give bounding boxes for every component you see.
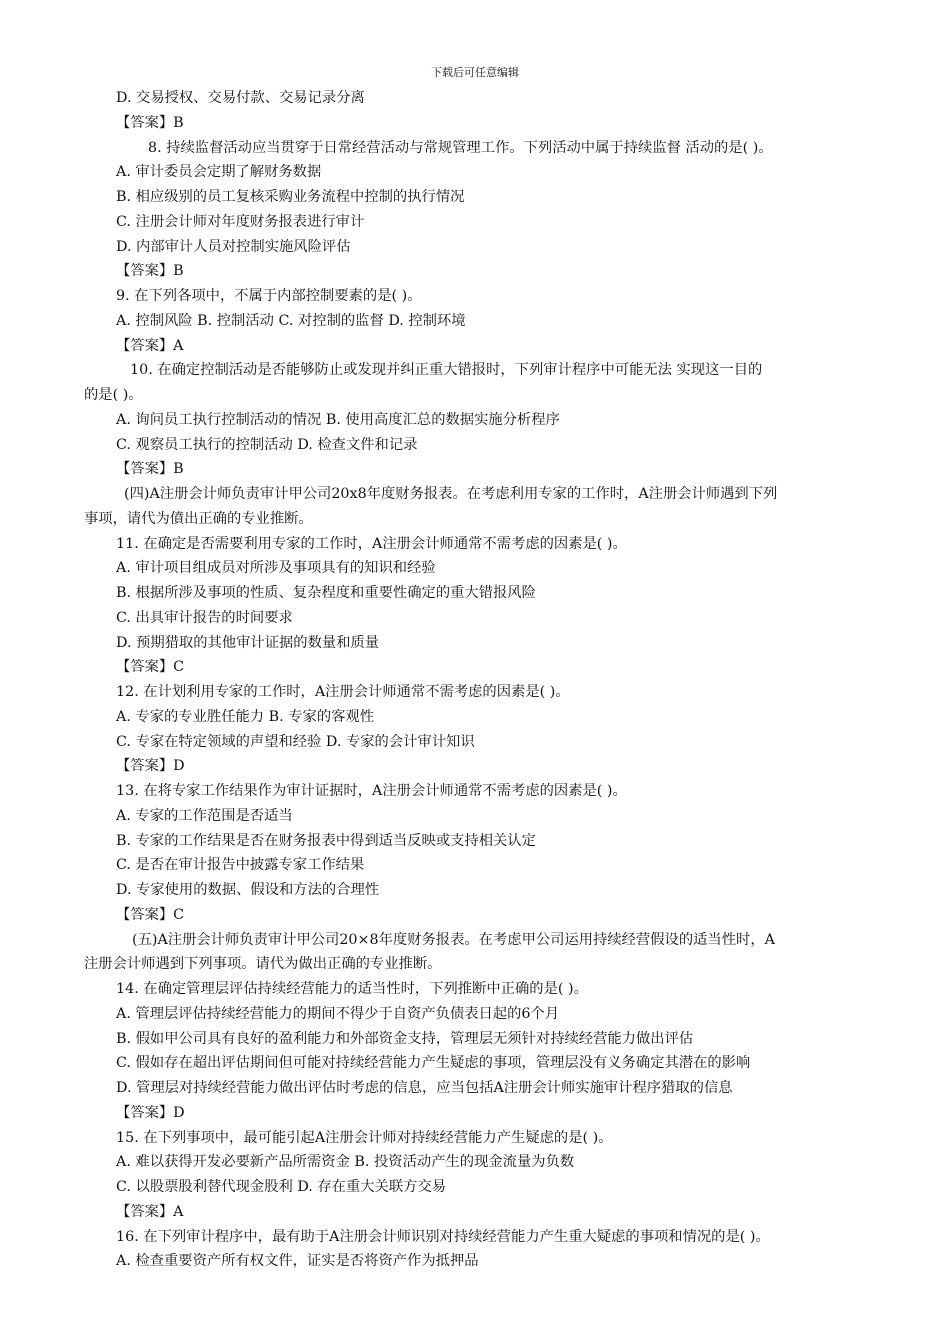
option-line: A. 审计委员会定期了解财务数据 [116, 164, 322, 181]
option-line: C. 以股票股利替代现金股利 D. 存在重大关联方交易 [116, 1179, 447, 1195]
option-line: D. 内部审计人员对控制实施风险评估 [116, 238, 351, 255]
question-line: 10. 在确定控制活动是否能够防止或发现并纠正重大错报时，下列审计程序中可能无法 实现这一目的 [130, 362, 763, 379]
option-line: A. 检查重要资产所有权文件，证实是否将资产作为抵押品 [116, 1253, 479, 1270]
option-line: B. 假如甲公司具有良好的盈利能力和外部资金支持，管理层无须针对持续经营能力做出评估 [116, 1030, 694, 1047]
option-line: C. 注册会计师对年度财务报表进行审计 [116, 213, 365, 230]
option-line: D. 管理层对持续经营能力做出评估时考虑的信息，应当包括A注册会计师实施审计程序猎取的信息 [116, 1080, 733, 1096]
question-line-continued: 的是( )。 [84, 387, 143, 403]
question-line: 8. 持续监督活动应当贯穿于日常经营活动与常规管理工作。下列活动中属于持续监督 活动的是( )。 [148, 139, 773, 156]
option-line: C. 出具审计报告的时间要求 [116, 609, 293, 626]
document-body [84, 86, 892, 1274]
answer-line: 【答案】B [116, 263, 184, 280]
page-header: 下载后可任意编辑 [431, 66, 519, 79]
answer-line: 【答案】C [116, 659, 185, 676]
text-line: D. 交易授权、交易付款、交易记录分离 [116, 90, 365, 106]
question-line: 11. 在确定是否需要利用专家的工作时，A注册会计师通常不需考虑的因素是( )。 [116, 535, 627, 552]
answer-line: 【答案】B [116, 114, 184, 131]
question-line: 14. 在确定管理层评估持续经营能力的适当性时，下列推断中正确的是( )。 [116, 981, 588, 997]
answer-line: 【答案】C [116, 906, 185, 923]
answer-line: 【答案】A [116, 337, 184, 354]
answer-line: 【答案】A [116, 1203, 184, 1220]
option-line: A. 难以获得开发必要新产品所需资金 B. 投资活动产生的现金流量为负数 [116, 1154, 575, 1171]
section-intro-line: (四)A注册会计师负责审计甲公司20x8年度财务报表。在考虑利用专家的工作时，A注册会计师遇到下列 [124, 486, 778, 502]
section-intro-line-continued: 事项，请代为僨出正确的专业推断。 [84, 510, 313, 527]
section-intro-line: (五)A注册会计师负责审计甲公司20×8年度财务报表。在考虑甲公司运用持续经营假设的适当性时，A [132, 931, 775, 948]
option-line: A. 专家的工作范围是否适当 [116, 807, 293, 824]
question-line: 13. 在将专家工作结果作为审计证据时，A注册会计师通常不需考虑的因素是( )。 [116, 783, 627, 799]
option-line: B. 专家的工作结果是否在财务报表中得到适当反映或支持相关认定 [116, 832, 536, 849]
answer-line: 【答案】D [116, 1104, 185, 1121]
option-line: D. 专家使用的数据、假设和方法的合理性 [116, 882, 380, 898]
option-line: C. 假如存在超出评估期间但可能对持续经营能力产生疑虑的事项，管理层没有义务确定其潜在的影响 [116, 1055, 751, 1072]
question-line: 16. 在下列审计程序中，最有助于A注册会计师识别对持续经营能力产生重大疑虑的事项和情况的是( )。 [116, 1228, 770, 1245]
option-line: A. 审计项目组成员对所涉及事项具有的知识和经验 [116, 560, 436, 577]
option-line: A. 专家的专业胜任能力 B. 专家的客观性 [116, 708, 375, 725]
question-line: 15. 在下列事项中，最可能引起A注册会计师对持续经营能力产生疑虑的是( )。 [116, 1129, 613, 1146]
question-line: 9. 在下列各项中，不属于内部控制要素的是( )。 [116, 288, 422, 304]
option-line: C. 专家在特定领域的声望和经验 D. 专家的会计审计知识 [116, 733, 475, 750]
option-line: A. 询问员工执行控制活动的情况 B. 使用高度汇总的数据实施分析程序 [116, 411, 560, 428]
answer-line: 【答案】B [116, 461, 184, 478]
option-line: C. 是否在审计报告中披露专家工作结果 [116, 857, 365, 874]
option-line: A. 管理层评估持续经营能力的期间不得少于自资产负债表日起的6个月 [116, 1005, 560, 1022]
section-intro-line-continued: 注册会计师遇到下列事项。请代为做出正确的专业推断。 [84, 956, 442, 973]
answer-line: 【答案】D [116, 758, 185, 775]
option-line: D. 预期猎取的其他审计证据的数量和质量 [116, 634, 380, 651]
option-line: B. 相应级别的员工复核采购业务流程中控制的执行情况 [116, 189, 465, 205]
question-line: 12. 在计划利用专家的工作时，A注册会计师通常不需考虑的因素是( )。 [116, 684, 570, 700]
option-line: B. 根据所涉及事项的性质、复杂程度和重要性确定的重大错报风险 [116, 585, 536, 601]
option-line: A. 控制风险 B. 控制活动 C. 对控制的监督 D. 控制环境 [116, 312, 466, 329]
option-line: C. 观察员工执行的控制活动 D. 检查文件和记录 [116, 436, 418, 453]
